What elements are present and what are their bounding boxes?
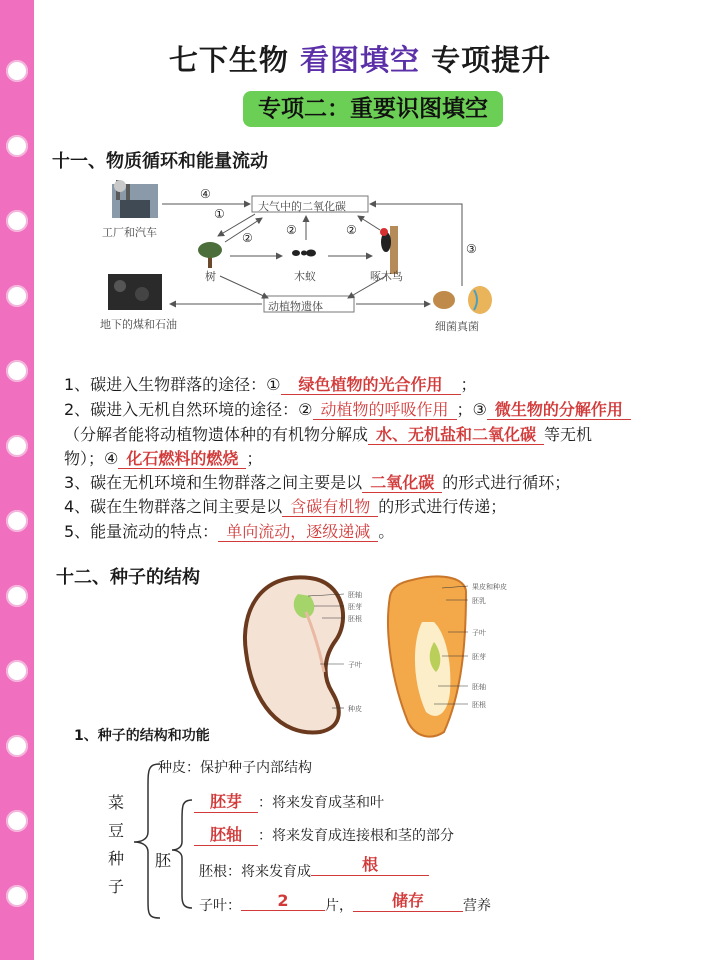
q5-end: 。 <box>378 522 395 541</box>
q2c-end: ； <box>246 449 263 468</box>
q2b-end: 等无机 <box>544 425 593 444</box>
cotyledon-count-answer: 2 <box>241 891 325 911</box>
corn-label-pericarp: 果皮和种皮 <box>472 583 507 591</box>
cotyledon-end: 营养 <box>463 898 491 914</box>
page-title <box>0 38 720 79</box>
q2c-answer: 化石燃料的燃烧 <box>118 449 246 469</box>
arrow-num-2a: ② <box>242 231 253 245</box>
q3-end: 的形式进行循环； <box>442 473 571 492</box>
arrow-num-1: ① <box>214 207 225 221</box>
binder-ring <box>6 585 28 607</box>
binder-ring <box>6 135 28 157</box>
binder-strip <box>0 0 34 960</box>
coal-label: 地下的煤和石油 <box>100 318 177 331</box>
carbon-cycle-diagram <box>90 178 510 348</box>
binder-ring <box>6 510 28 532</box>
bean-seed-drawing <box>240 572 390 742</box>
section-badge: 专项二：重要识图填空 <box>243 91 503 127</box>
radicle-text: 胚根：将来发育成 <box>199 864 311 880</box>
section-11-heading: 十一、物质循环和能量流动 <box>52 151 268 172</box>
q5-text: 5、能量流动的特点： <box>64 522 219 541</box>
binder-ring <box>6 735 28 757</box>
embryo-label: 胚 <box>155 851 172 870</box>
plumule-row <box>194 789 384 813</box>
cotyledon-text: 子叶： <box>199 898 241 914</box>
bean-seed-diagram <box>240 572 390 742</box>
seed-char-4: 子 <box>108 877 125 896</box>
arrow-num-2c: ② <box>346 223 357 237</box>
question-4 <box>64 494 506 517</box>
corn-label-cotyledon: 子叶 <box>472 629 486 637</box>
q2-mid: ；③ <box>456 400 487 419</box>
seed-char-3: 种 <box>108 849 125 868</box>
q2-answer2: 微生物的分解作用 <box>487 400 631 420</box>
bean-label-plumule: 胚芽 <box>348 603 362 611</box>
binder-ring <box>6 885 28 907</box>
q3-answer: 二氧化碳 <box>362 473 442 493</box>
tree-label: 树 <box>205 270 216 283</box>
q1-answer: 绿色植物的光合作用 <box>281 375 461 395</box>
cotyledon-row <box>199 892 491 916</box>
q2-answer: 动植物的呼吸作用 <box>313 400 457 420</box>
q2b-answer: 水、无机盐和二氧化碳 <box>368 425 544 445</box>
radicle-answer: 根 <box>311 852 429 876</box>
q5-answer: 单向流动，逐级递减 <box>218 522 378 542</box>
bean-label-coat: 种皮 <box>348 705 362 713</box>
q2-text: 2、碳进入无机自然环境的途径：② <box>64 400 313 419</box>
bean-label-hypocotyl: 胚轴 <box>348 591 362 599</box>
title-prefix: 七下生物 <box>168 43 300 77</box>
factory-label: 工厂和汽车 <box>102 226 157 239</box>
arrow-num-4: ④ <box>200 187 211 201</box>
q2b-text: （分解者能将动植物遗体种的有机物分解成 <box>64 425 369 444</box>
binder-ring <box>6 285 28 307</box>
q4-end: 的形式进行传递； <box>378 497 507 516</box>
question-5 <box>64 519 394 542</box>
question-2-cont <box>64 422 592 445</box>
corn-label-hypocotyl: 胚轴 <box>472 683 486 691</box>
ant-label: 木蚁 <box>294 270 316 283</box>
hypocotyl-answer: 胚轴 <box>194 822 258 846</box>
corn-seed-diagram <box>382 572 532 742</box>
remains-label: 动植物遗体 <box>268 300 323 313</box>
seed-char-1: 菜 <box>108 793 125 812</box>
bean-label-radicle: 胚根 <box>348 615 362 623</box>
question-2 <box>64 397 631 420</box>
sub-heading-seed-structure: 1、种子的结构和功能 <box>74 728 210 744</box>
hypocotyl-row <box>194 822 454 846</box>
binder-ring <box>6 210 28 232</box>
woodpecker-label: 啄木鸟 <box>370 270 403 283</box>
title-suffix: 专项提升 <box>420 43 552 77</box>
hypocotyl-desc: ：将来发育成连接根和茎的部分 <box>258 828 454 844</box>
q2c-text: 物）；④ <box>64 449 119 468</box>
seed-coat-text: 种皮：保护种子内部结构 <box>158 760 312 776</box>
question-3 <box>64 470 570 493</box>
title-accent: 看图填空 <box>299 43 420 77</box>
seed-char-2: 豆 <box>108 821 125 840</box>
binder-ring <box>6 660 28 682</box>
cotyledon-function-answer: 储存 <box>353 888 463 912</box>
section-12-heading: 十二、种子的结构 <box>56 567 200 588</box>
atmosphere-label: 大气中的二氧化碳 <box>258 200 346 213</box>
corn-seed-drawing <box>382 572 532 742</box>
q3-text: 3、碳在无机环境和生物群落之间主要是以 <box>64 473 363 492</box>
arrow-num-3: ③ <box>466 242 477 256</box>
q1-text: 1、碳进入生物群落的途径：① <box>64 375 281 394</box>
corn-label-plumule: 胚芽 <box>472 653 486 661</box>
plumule-desc: ：将来发育成茎和叶 <box>258 795 384 811</box>
binder-ring <box>6 435 28 457</box>
binder-ring <box>6 810 28 832</box>
plumule-answer: 胚芽 <box>194 789 258 813</box>
corn-label-radicle: 胚根 <box>472 701 486 709</box>
q1-end: ； <box>460 375 477 394</box>
q4-text: 4、碳在生物群落之间主要是以 <box>64 497 283 516</box>
cotyledon-mid: 片， <box>325 898 353 914</box>
decomposers-label: 细菌真菌 <box>435 320 479 333</box>
bean-label-cotyledon: 子叶 <box>348 661 362 669</box>
corn-label-endosperm: 胚乳 <box>472 597 486 605</box>
radicle-row <box>199 855 429 882</box>
question-2-end <box>64 446 262 469</box>
q4-answer: 含碳有机物 <box>282 497 378 517</box>
arrow-num-2b: ② <box>286 223 297 237</box>
question-1 <box>64 372 477 395</box>
binder-ring <box>6 360 28 382</box>
